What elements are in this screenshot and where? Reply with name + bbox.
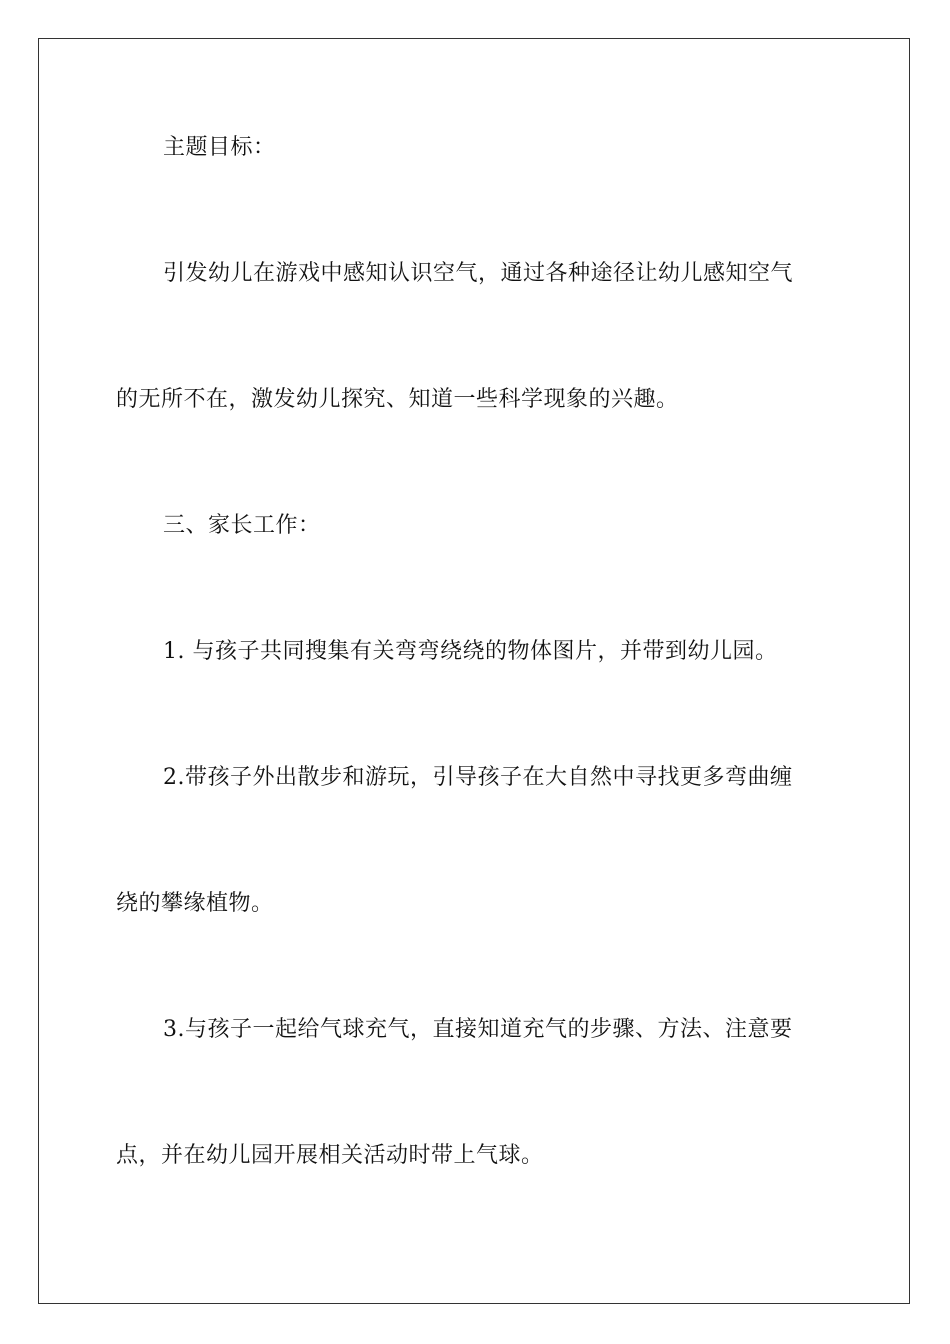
paragraph-line: 的无所不在，激发幼儿探究、知道一些科学现象的兴趣。 [116, 387, 679, 412]
section-heading-theme-goal: 主题目标： [163, 135, 276, 160]
page-frame [38, 38, 910, 1304]
list-item-3-continued: 点，并在幼儿园开展相关活动时带上气球。 [116, 1143, 544, 1168]
section-heading-parent-work: 三、家长工作： [163, 513, 321, 538]
list-item-2-continued: 绕的攀缘植物。 [116, 891, 274, 916]
paragraph-line: 引发幼儿在游戏中感知认识空气，通过各种途径让幼儿感知空气 [163, 261, 794, 286]
list-item-1: 1. 与孩子共同搜集有关弯弯绕绕的物体图片，并带到幼儿园。 [163, 639, 778, 664]
list-item-2: 2.带孩子外出散步和游玩，引导孩子在大自然中寻找更多弯曲缠 [163, 765, 793, 790]
list-item-3: 3.与孩子一起给气球充气，直接知道充气的步骤、方法、注意要 [163, 1017, 793, 1042]
